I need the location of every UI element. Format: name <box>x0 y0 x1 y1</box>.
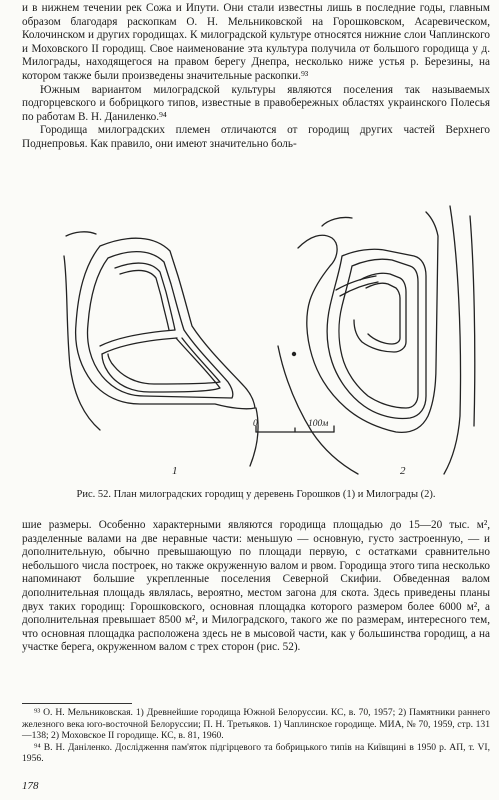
point-marker <box>292 352 296 356</box>
paragraph: Городища милоградских племен отличаются от городищ других частей Верхнего Поднепровья. Как правило, они имеют значительно боль- <box>22 124 490 150</box>
plan-milogrady <box>278 206 475 474</box>
paragraph: Южным вариантом милоградской культуры являются поселения так называемых подгорцевского и бобрицкого типов, известные в правобережных областях украинского Полесья по работам В. Н. Даниленко.⁹⁴ <box>22 83 490 123</box>
text-block-top <box>22 2 490 152</box>
plan-label-1: 1 <box>172 465 178 477</box>
page-number: 178 <box>22 780 39 792</box>
footnote-divider <box>22 703 132 704</box>
settlement-plans-drawing <box>60 196 480 486</box>
footnote-94: ⁹⁴ В. Н. Даніленко. Дослідження пам'яток підгірцевого та бобрицького типів на Київщині в 1950 р. АП, т. VI, 1956. <box>22 741 490 765</box>
figure-caption: Рис. 52. План милоградских городищ у деревень Горошков (1) и Милограды (2). <box>76 489 436 500</box>
paragraph: и в нижнем течении рек Сожа и Ипути. Они стали известны лишь в последние годы, главным образом благодаря раскопкам О. Н. Мельниковской на Горошковском, Асаревическом, Колочинском и других городищах. К милоградской культуре относятся нижние слои Чаплинского и Моховского II городищ. Свое наименование эта культура получила от большого городища у д. Милограды, находящегося на правом берегу Днепра, несколько ниже устья р. Березины, на котором также были произведены значительные раскопки.⁹³ <box>22 2 490 82</box>
paragraph: шие размеры. Особенно характерными являются городища площадью до 15—20 тыс. м², разделенные валами на две неравные части: меньшую — основную, густо застроенную, — и дополнительную, обычно превышающую по площади первую, с остатками сравнительно небольшого числа построек, но также окруженную валом и рвом. Городища этого типа несколько напоминают большие укрепленные поселения Северной Скифии. Обведенная валом дополнительная площадь являлась, вероятно, местом загона для скота. Здесь приведены планы двух таких городищ: Горошковского, основная площадка которого размером более 6000 м², а дополнительная превышает 8500 м², и Милоградского, такого же по размерам, интересного тем, что основная площадка расположена здесь не в мысовой части, как у большинства городищ, а на участке берега, окруженном валом с трех сторон (рис. 52). <box>22 519 490 654</box>
figure-plans <box>60 196 480 486</box>
scale-label-0: 0 <box>253 419 258 429</box>
scale-label-100: 100м <box>308 419 329 429</box>
plan-goroshkov <box>64 232 258 466</box>
text-block-bottom <box>22 519 490 655</box>
plan-label-2: 2 <box>400 465 406 477</box>
footnote-93: ⁹³ О. Н. Мельниковская. 1) Древнейшие городища Южной Белоруссии. КС, в. 70, 1957; 2) Памятники раннего железного века юго-восточной Белоруссии; П. Н. Третьяков. 1) Чаплинское городище. МИА, № 70, 1959, стр. 131—138; 2) Моховское II городище. КС, в. 81, 1960. <box>22 707 490 742</box>
footnotes <box>22 707 490 765</box>
